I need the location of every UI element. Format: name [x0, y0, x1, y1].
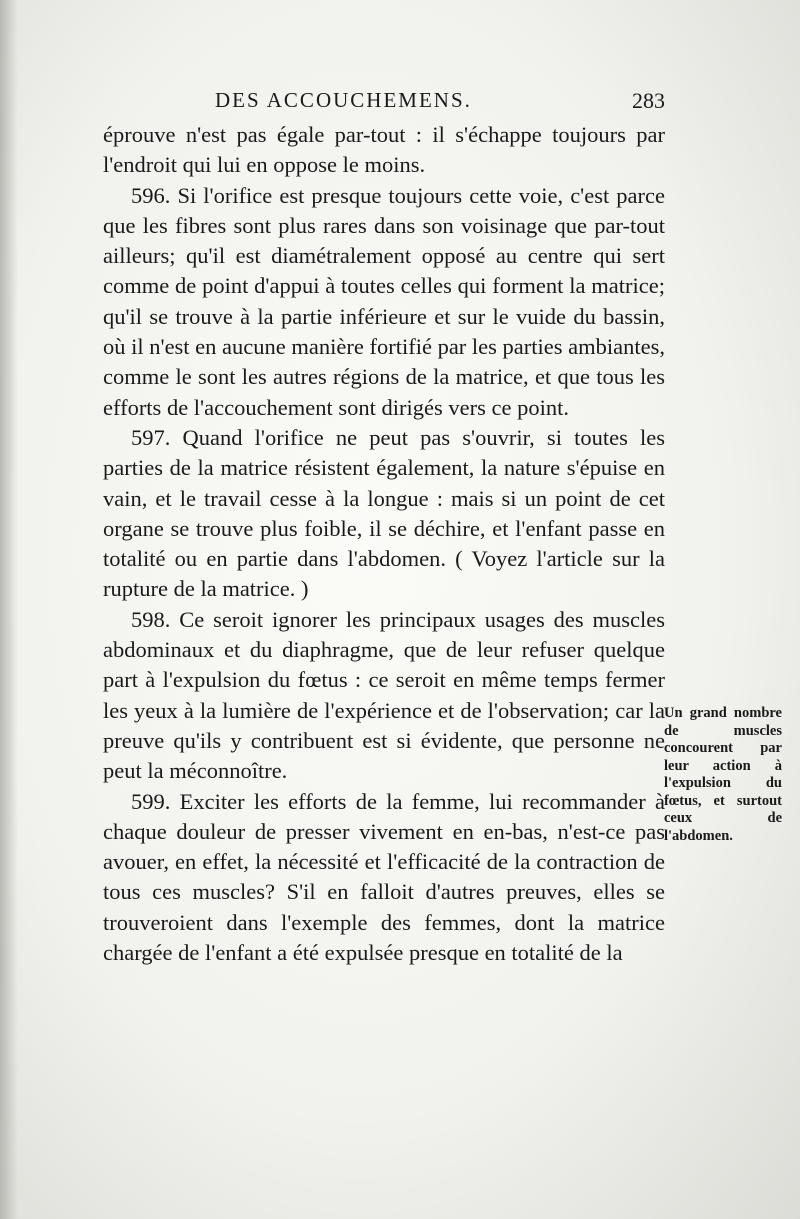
paragraph-596 — [103, 181, 665, 423]
paragraph-number: 599. — [131, 788, 171, 814]
body-text — [103, 120, 665, 968]
paragraph-text: Exciter les efforts de la femme, lui recommander à chaque douleur de presser vivement en en-bas, n'est-ce pas avouer, en effet, la nécessité et l'efficacité de la contraction de tous ces muscles? S'il en falloit d'autres preuves, elles se trouveroient dans l'exemple des femmes, dont la matrice chargée de l'enfant a été expulsée presque en totalité de la — [103, 788, 666, 966]
paragraph-number: 596. — [131, 182, 171, 208]
paragraph-text: Si l'orifice est presque toujours cette voie, c'est parce que les fibres sont plus rares dans son voisinage que par-tout ailleurs; qu'il est diamétralement opposé au centre qui sert comme de point d'appui à toutes celles qui forment la matrice; qu'il se trouve à la partie inférieure et sur le vuide du bassin, où il n'est en aucune manière fortifié par les parties ambiantes, comme le sont les autres régions de la matrice, et que tous les efforts de l'accouchement sont dirigés vers ce point. — [103, 182, 665, 420]
paragraph-597 — [103, 423, 665, 605]
margin-note: Un grand nombre de muscles concourent par leur action à l'expulsion du fœtus, et surtout ceux de l'abdomen. — [664, 705, 782, 844]
running-title: DES ACCOUCHEMENS. — [215, 88, 472, 112]
page-header — [215, 88, 665, 118]
paragraph-598 — [103, 605, 665, 787]
paragraph-number: 597. — [131, 424, 171, 450]
page-number: 283 — [632, 88, 665, 113]
paragraph-text: éprouve n'est pas égale par-tout : il s'échappe toujours par l'endroit qui lui en oppose le moins. — [103, 122, 665, 178]
paragraph-text: Quand l'orifice ne peut pas s'ouvrir, si toutes les parties de la matrice résistent également, la nature s'épuise en vain, et le travail cesse à la longue : mais si un point de cet organe se trouve plus foible, il se déchire, et l'enfant passe en totalité ou en partie dans l'abdomen. ( Voyez l'article sur la rupture de la matrice. ) — [103, 424, 665, 602]
paragraph-599 — [103, 787, 665, 969]
paragraph-continuation — [103, 120, 665, 181]
paragraph-number: 598. — [131, 606, 171, 632]
paragraph-text: Ce seroit ignorer les principaux usages des muscles abdominaux et du diaphragme, que de leur refuser quelque part à l'expulsion du fœtus : ce seroit en même temps fermer les yeux à la lumière de l'expérience et de l'observation; car la preuve qu'ils y contribuent est si évidente, que personne ne peut la méconnoître. — [103, 606, 665, 784]
